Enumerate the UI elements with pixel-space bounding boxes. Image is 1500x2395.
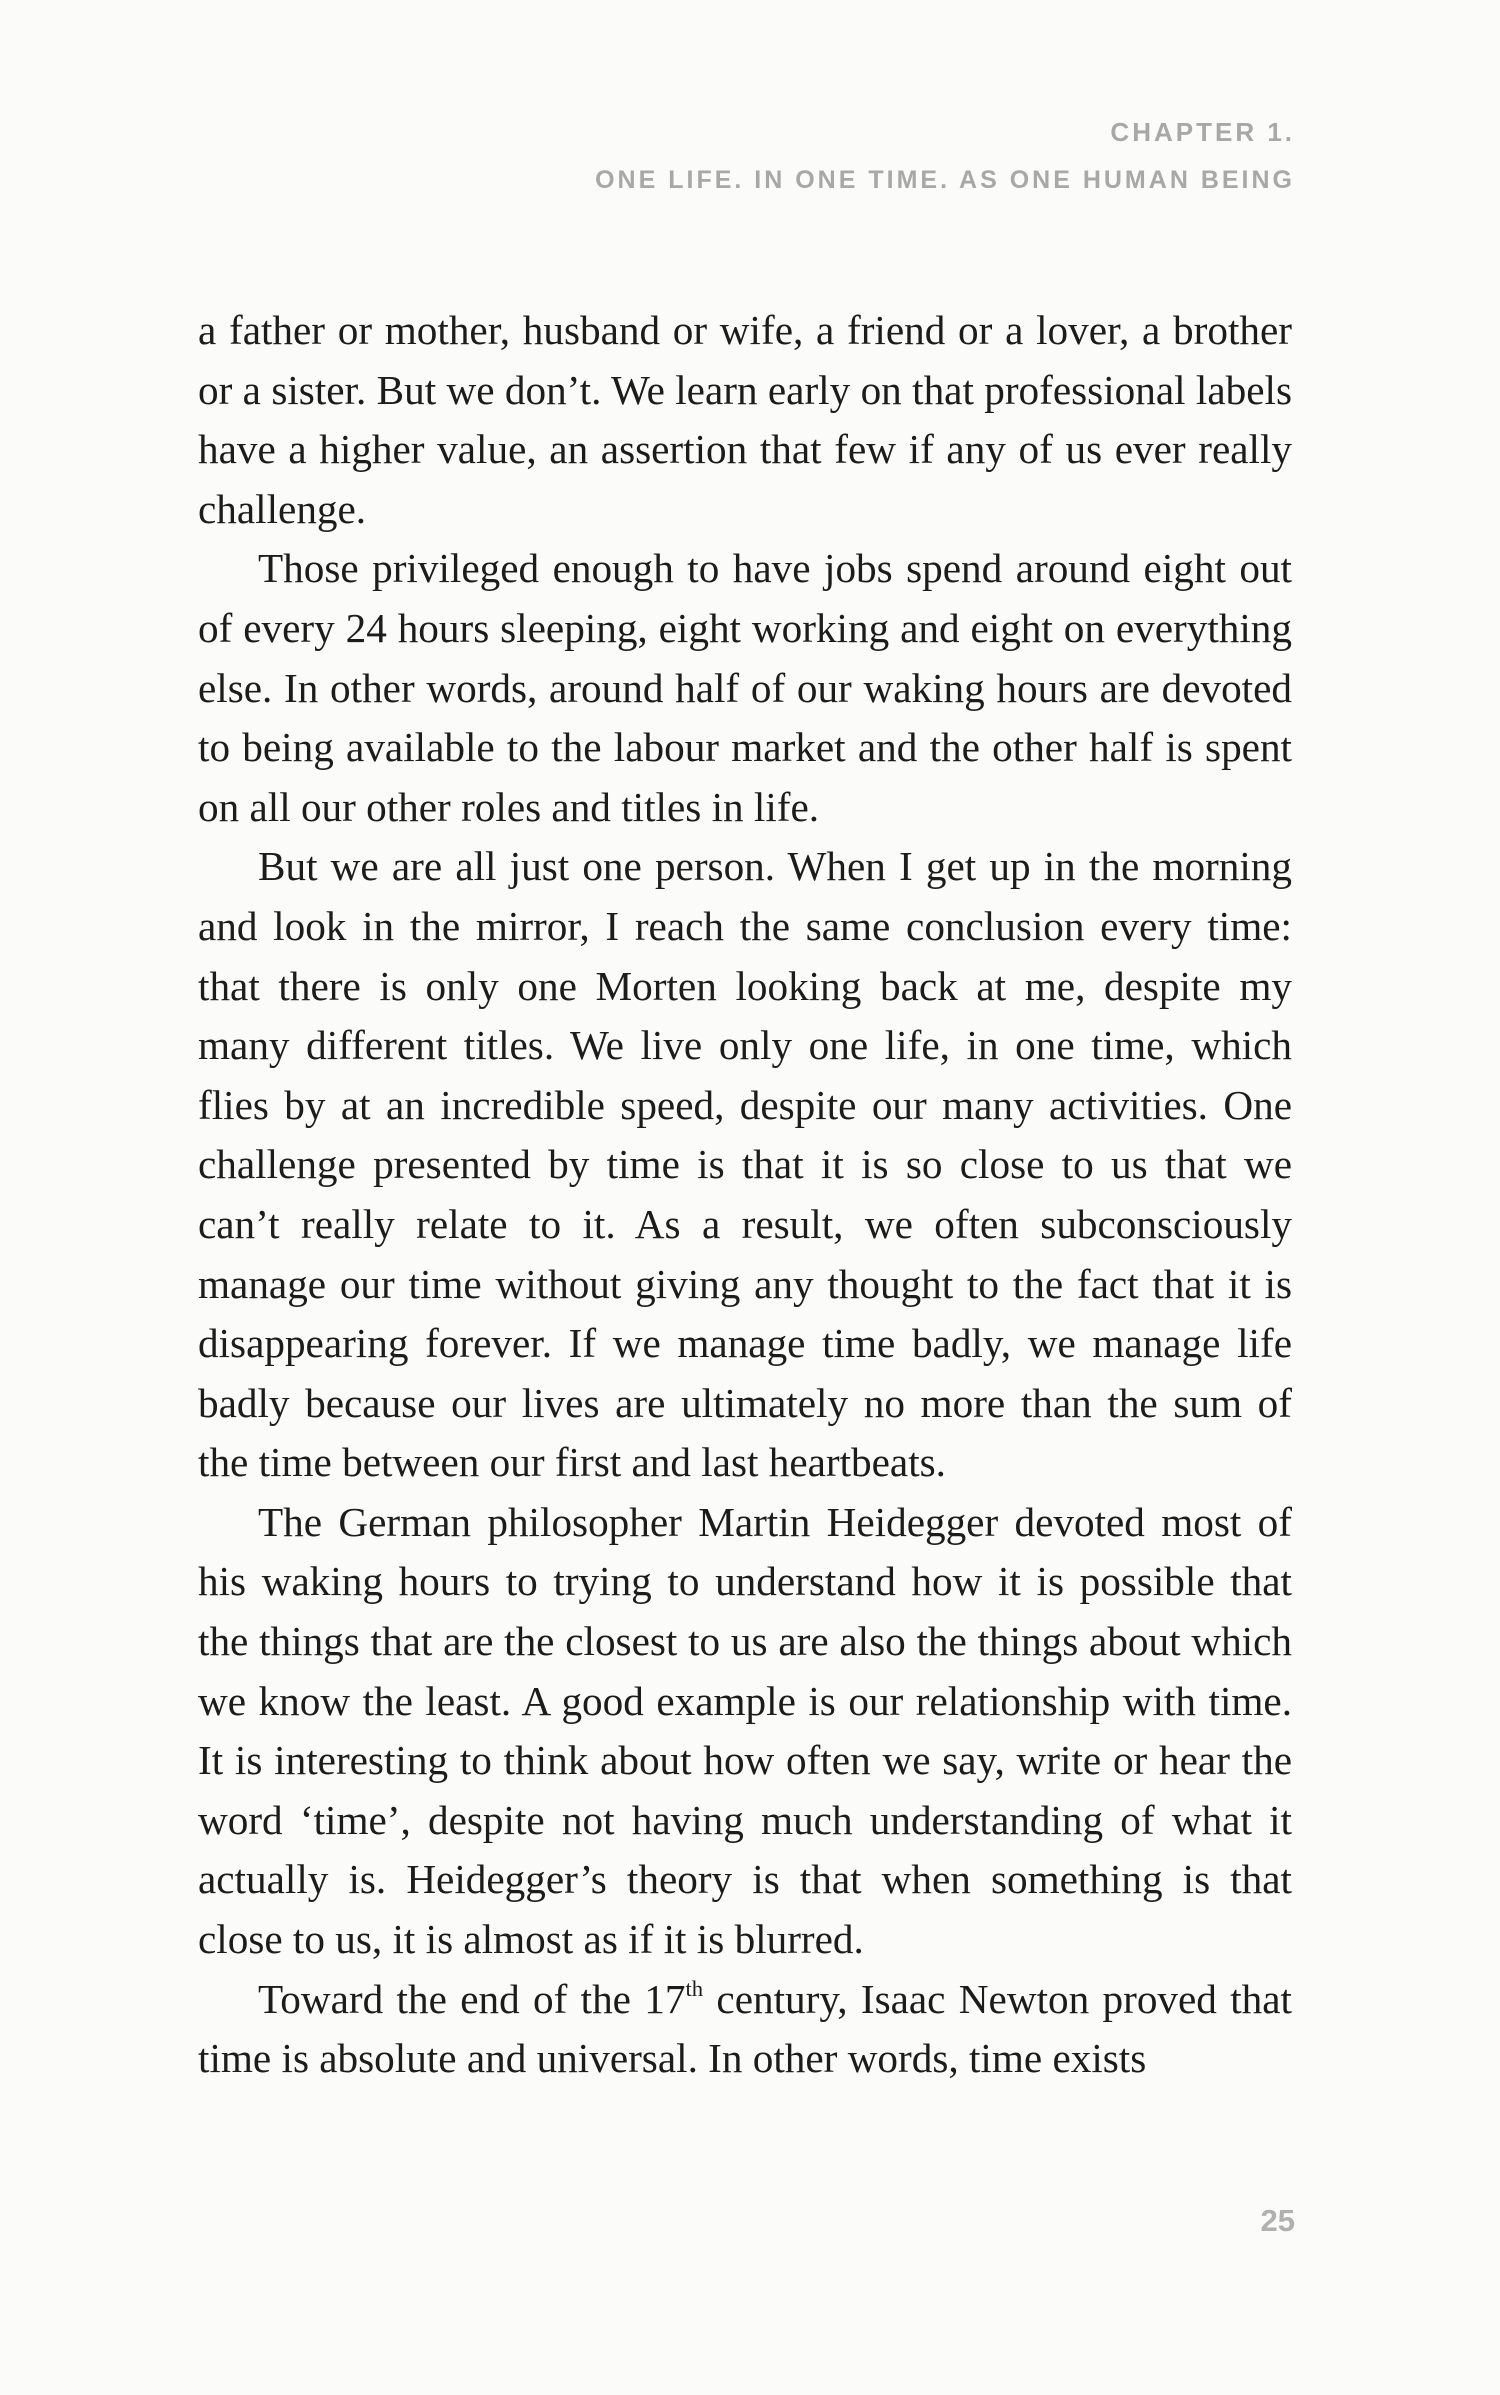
chapter-title: ONE LIFE. IN ONE TIME. AS ONE HUMAN BEING [595,166,1295,194]
ordinal-superscript: th [685,1975,704,2001]
paragraph-3: But we are all just one person. When I get up in the morning and look in the mirror, I reach the same conclusion every time: that there is only one Morten looking back at me, despite my many different titles. We live only one life, in one time, which flies by at an incredible speed, despite our many activities. One challenge presented by time is that it is so close to us that we can’t really relate to it. As a result, we often subconsciously manage our time without giving any thought to the fact that it is disappearing forever. If we manage time badly, we manage life badly because our lives are ultimately no more than the sum of the time between our first and last heartbeats. [198,843,1292,1486]
paragraph-5-start: Toward the end of the 17 [258,1975,686,2022]
chapter-label: CHAPTER 1. [1110,117,1295,147]
paragraph-2: Those privileged enough to have jobs spend around eight out of every 24 hours sleeping, eight working and eight on everything else. In other words, around half of our waking hours are devoted to being available to the labour market and the other half is spent on all our other roles and titles in life. [198,545,1292,830]
running-header [595,108,1295,204]
body-text [198,301,1292,2089]
page-number: 25 [1260,2203,1295,2238]
paragraph-4: The German philosopher Martin Heidegger devoted most of his waking hours to trying to understand how it is possible that the things that are the closest to us are also the things about which we know the least. A good example is our relationship with time. It is interesting to think about how often we say, write or hear the word ‘time’, despite not having much understanding of what it actually is. Heidegger’s theory is that when something is that close to us, it is almost as if it is blurred. [198,1498,1292,1963]
paragraph-1: a father or mother, husband or wife, a friend or a lover, a brother or a sister. But we don’t. We learn early on that professional labels have a higher value, an assertion that few if any of us ever really challenge. [198,307,1292,532]
paragraph-5 [198,1970,1292,2089]
paragraph-5-end: century, Isaac Newton proved that time is absolute and universal. In other words, time exists [198,1975,1292,2082]
